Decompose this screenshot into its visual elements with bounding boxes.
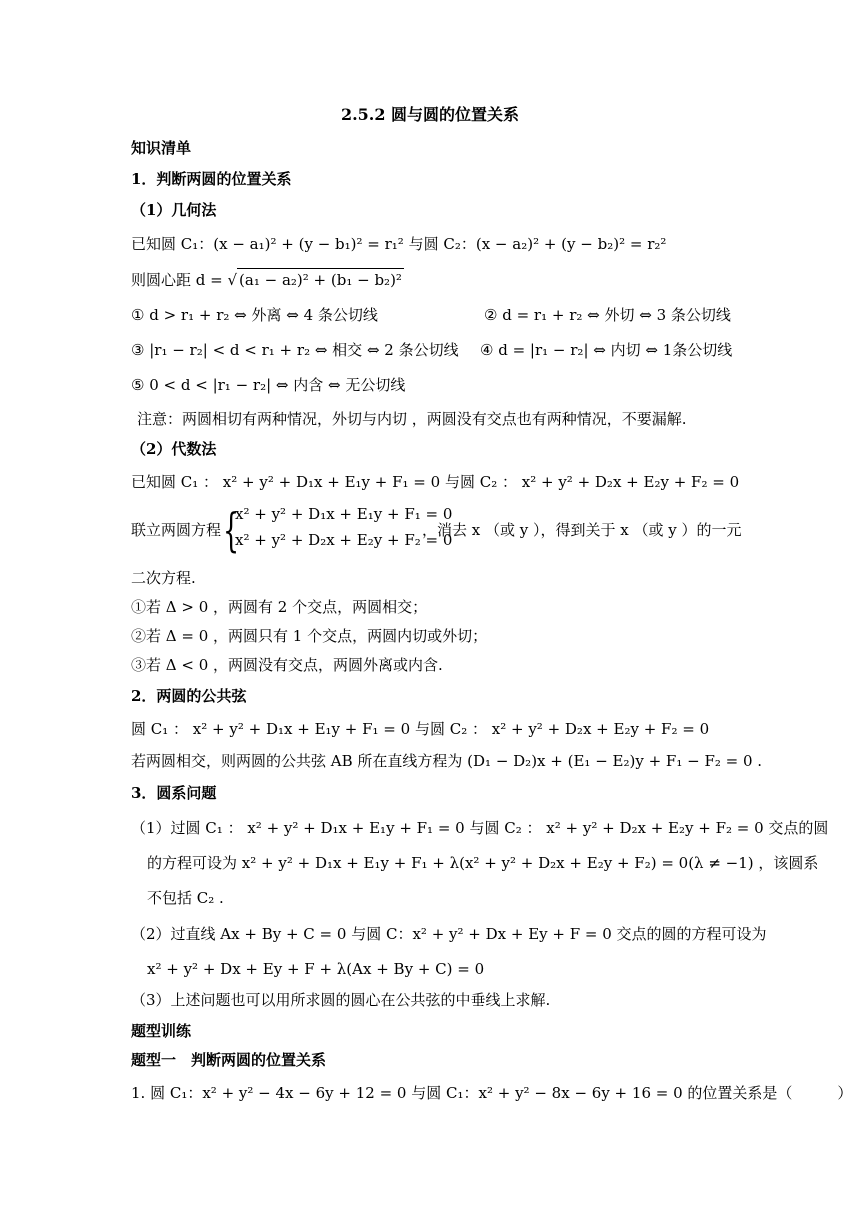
page-title: 2.5.2 圆与圆的位置关系 xyxy=(340,105,520,124)
case-contained: ⑤ 0 < d < |r₁ − r₂| ⇔ 内含 ⇔ 无公切线 xyxy=(131,376,406,394)
heading-algebraic-method: （2）代数法 xyxy=(131,440,217,458)
case-intersect: ③ |r₁ − r₂| < d < r₁ + r₂ ⇔ 相交 ⇔ 2 条公切线 xyxy=(131,341,459,359)
case-internal-tangent: ④ d = |r₁ − r₂| ⇔ 内切 ⇔ 1条公切线 xyxy=(480,341,733,359)
left-brace: { xyxy=(223,503,240,557)
combine-tail: ，消去 x （或 y ），得到关于 x （或 y ）的一元 xyxy=(422,521,742,539)
center-distance-prefix: 则圆心距 d = xyxy=(131,271,228,289)
family-1-line-c: 不包括 C₂ . xyxy=(147,889,224,907)
system-equation-1: x² + y² + D₁x + E₁y + F₁ = 0 xyxy=(235,505,453,523)
family-1-line-a: （1）过圆 C₁ ： x² + y² + D₁x + E₁y + F₁ = 0 与圆 C₂ ： x² + y² + D₂x + E₂y + F₂ = 0 交点的圆 xyxy=(131,819,829,837)
family-1-line-b: 的方程可设为 x² + y² + D₁x + E₁y + F₁ + λ(x² + y² + D₂x + E₂y + F₂) = 0(λ ≠ −1) ，该圆系 xyxy=(147,854,819,872)
family-2-line-b: x² + y² + Dx + Ey + F + λ(Ax + By + C) = 0 xyxy=(147,960,485,978)
family-3-text: （3）上述问题也可以用所求圆的圆心在公共弦的中垂线上求解. xyxy=(131,991,551,1009)
heading-training: 题型训练 xyxy=(131,1022,192,1040)
discriminant-positive: ①若 Δ > 0 ，两圆有 2 个交点，两圆相交； xyxy=(131,598,428,616)
system-equation-2: x² + y² + D₂x + E₂y + F₂ = 0 xyxy=(235,531,453,549)
heading-knowledge: 知识清单 xyxy=(131,139,192,157)
discriminant-negative: ③若 Δ < 0 ，两圆没有交点，两圆外离或内含. xyxy=(131,656,443,674)
center-distance-expression: (a₁ − a₂)² + (b₁ − b₂)² xyxy=(237,268,404,291)
chord-circles: 圆 C₁ ： x² + y² + D₁x + E₁y + F₁ = 0 与圆 C₂ ： x² + y² + D₂x + E₂y + F₂ = 0 xyxy=(131,720,710,738)
combine-label: 联立两圆方程 xyxy=(131,521,222,539)
chord-line-equation: 若两圆相交，则两圆的公共弦 AB 所在直线方程为 (D₁ − D₂)x + (E₁ − E₂)y + F₁ − F₂ = 0 . xyxy=(131,752,763,770)
heading-geometric-method: （1）几何法 xyxy=(131,201,217,219)
heading-section-1: 1．判断两圆的位置关系 xyxy=(131,170,292,188)
sqrt-symbol: √ xyxy=(227,271,238,289)
family-2-line-a: （2）过直线 Ax + By + C = 0 与圆 C：x² + y² + Dx + Ey + F = 0 交点的圆的方程可设为 xyxy=(131,925,767,943)
question-1: 1. 圆 C₁：x² + y² − 4x − 6y + 12 = 0 与圆 C₁：x² + y² − 8x − 6y + 16 = 0 的位置关系是（ ） xyxy=(131,1084,853,1102)
quadratic-text: 二次方程. xyxy=(131,569,196,587)
case-separate: ① d > r₁ + r₂ ⇔ 外离 ⇔ 4 条公切线 xyxy=(131,306,378,324)
discriminant-zero: ②若 Δ = 0 ，两圆只有 1 个交点，两圆内切或外切； xyxy=(131,627,488,645)
algebraic-known-circles: 已知圆 C₁ ： x² + y² + D₁x + E₁y + F₁ = 0 与圆 C₂ ： x² + y² + D₂x + E₂y + F₂ = 0 xyxy=(131,473,740,491)
center-distance-line xyxy=(131,268,404,291)
heading-type-1: 题型一 判断两圆的位置关系 xyxy=(131,1051,327,1069)
heading-common-chord: 2．两圆的公共弦 xyxy=(131,687,247,705)
note-text: 注意：两圆相切有两种情况，外切与内切 ，两圆没有交点也有两种情况，不要漏解. xyxy=(137,410,687,428)
case-external-tangent: ② d = r₁ + r₂ ⇔ 外切 ⇔ 3 条公切线 xyxy=(484,306,731,324)
heading-circle-family: 3．圆系问题 xyxy=(131,784,217,802)
known-circles-text: 已知圆 C₁：(x − a₁)² + (y − b₁)² = r₁² 与圆 C₂：(x − a₂)² + (y − b₂)² = r₂² xyxy=(131,235,667,253)
